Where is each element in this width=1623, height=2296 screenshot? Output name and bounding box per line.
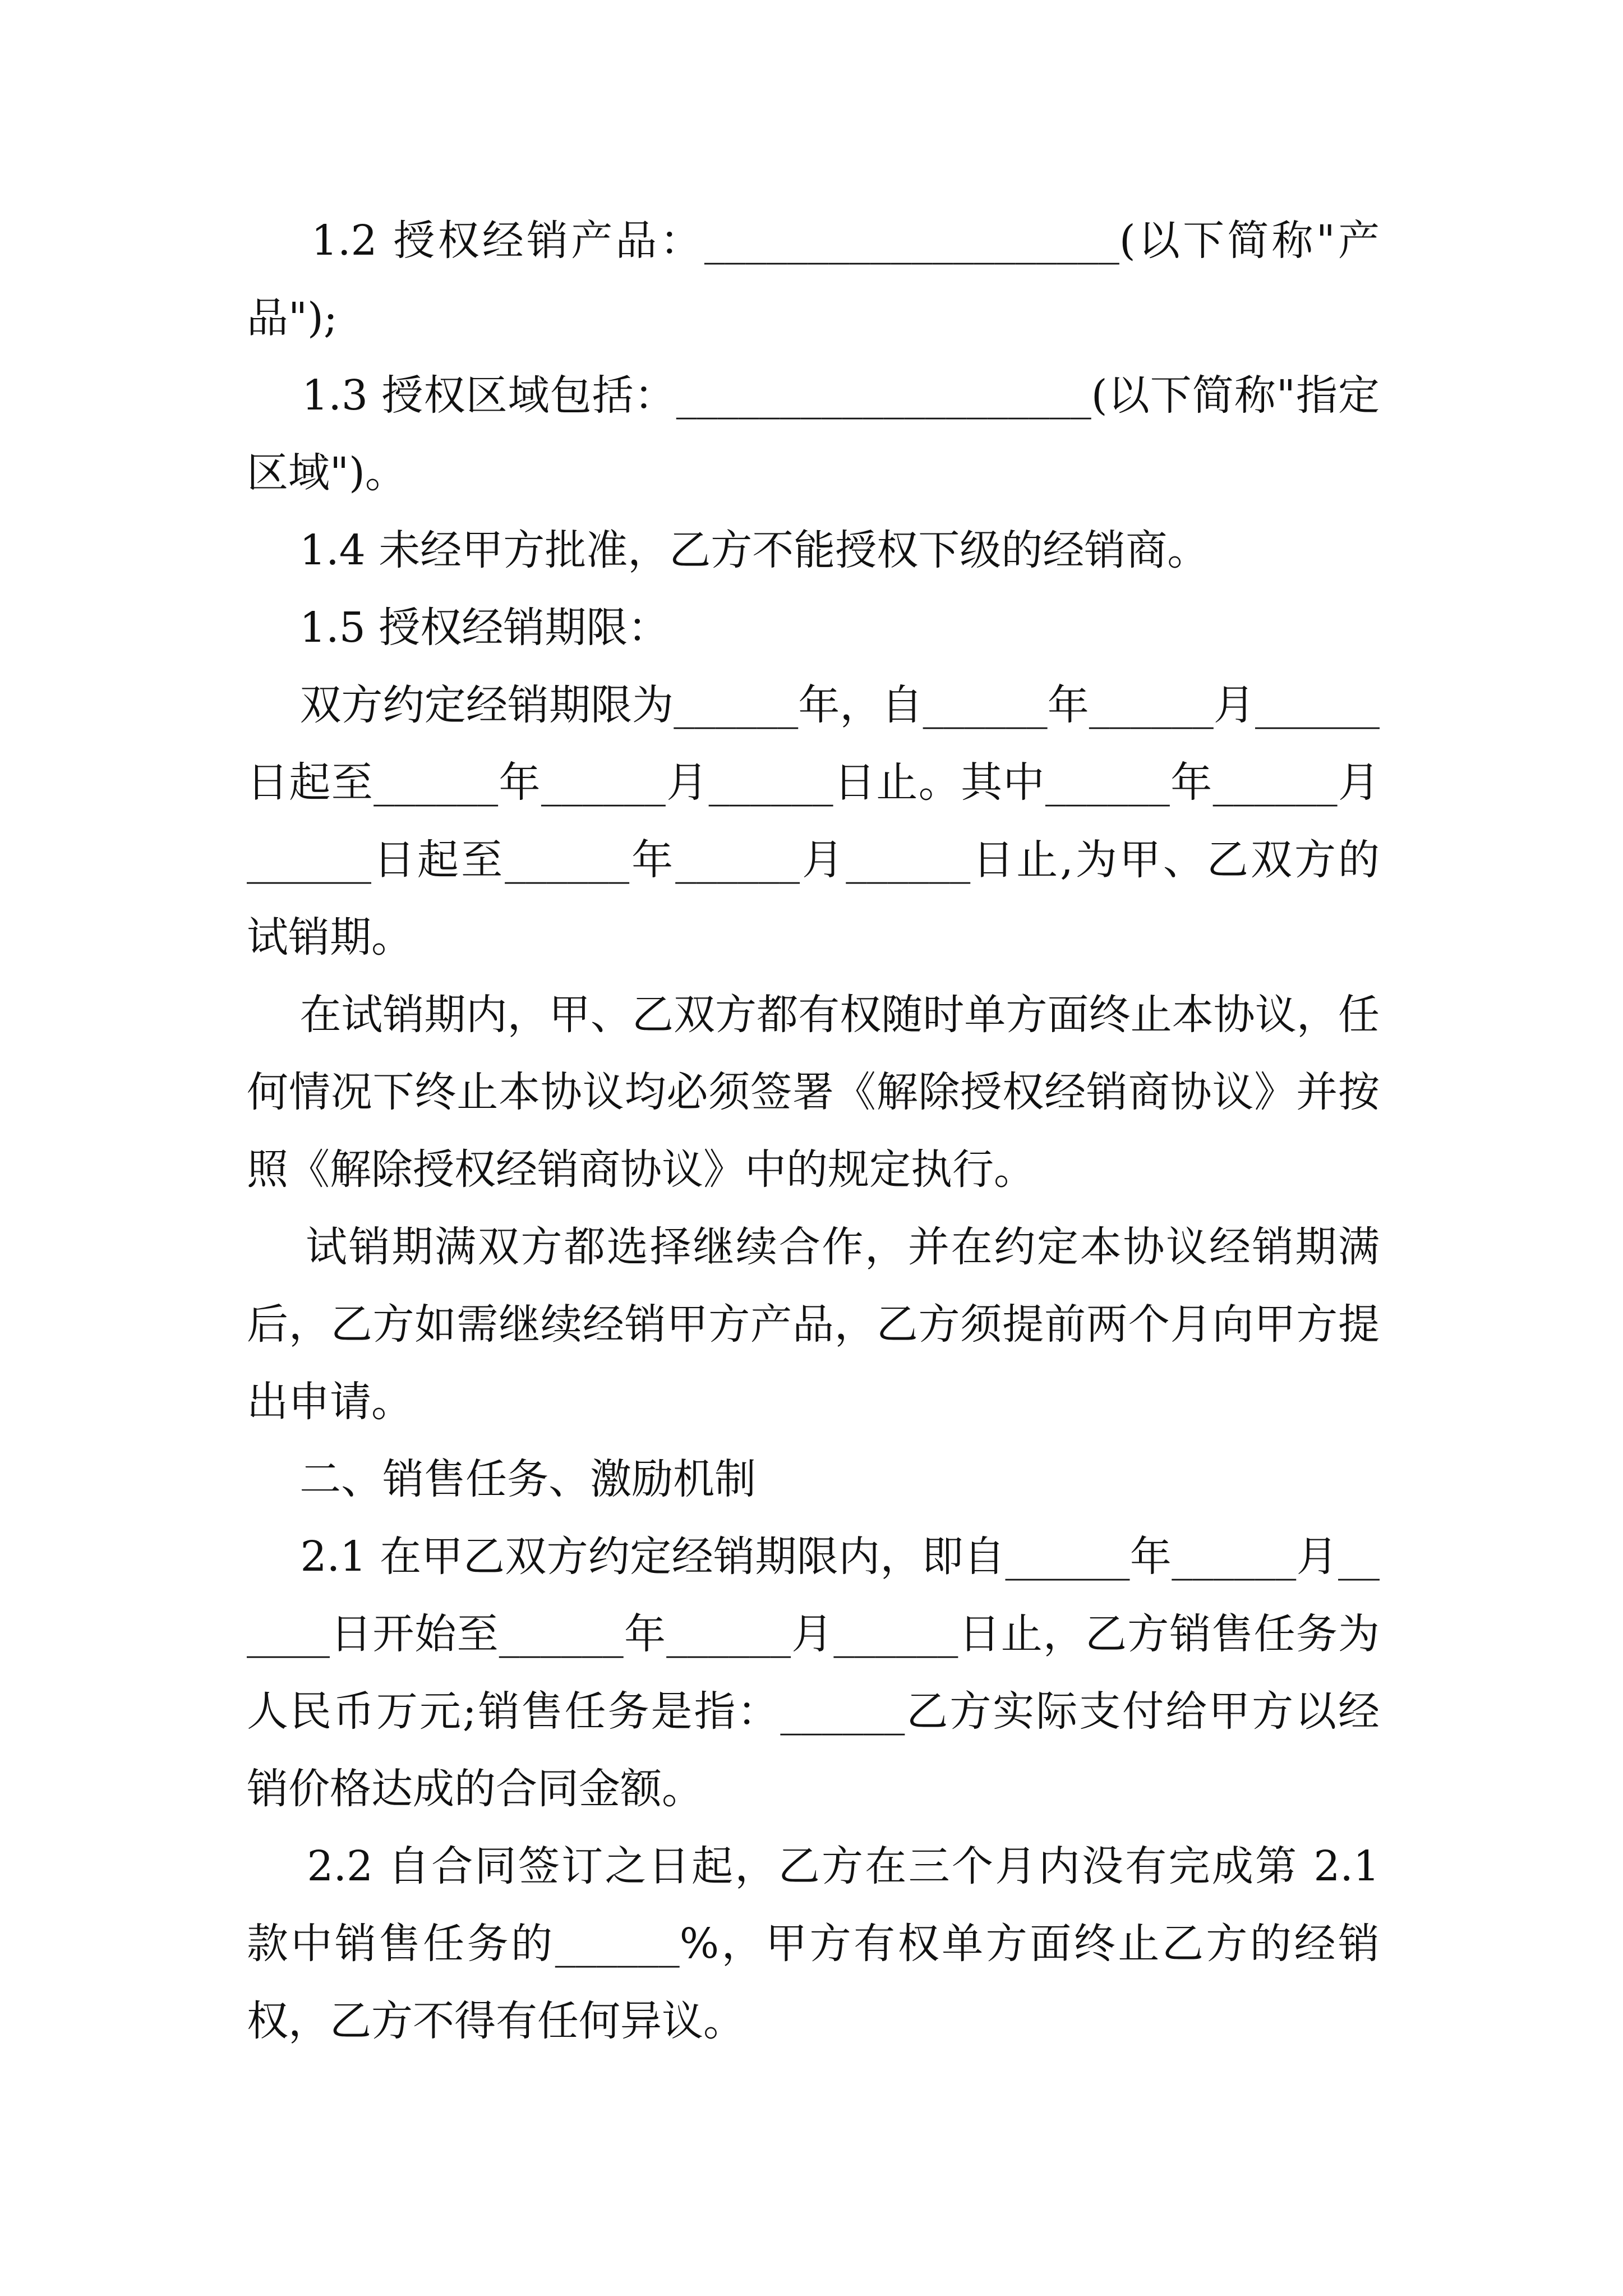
renewal-paragraph: 试销期满双方都选择继续合作，并在约定本协议经销期满后，乙方如需继续经销甲方产品，乙方须提前两个月向甲方提出申请。 bbox=[247, 1223, 1380, 1426]
clause-2-2: 2.2 自合同签订之日起，乙方在三个月内没有完成第 2.1 款中销售任务的______%，甲方有权单方面终止乙方的经销权，乙方不得有任何异议。 bbox=[247, 1842, 1393, 2045]
term-period-paragraph: 双方约定经销期限为______年，自______年______月______日起至______年______月______日止。其中______年______月______日起至______年______月______日止,为甲、乙双方的试销期。 bbox=[247, 681, 1380, 961]
clause-1-3: 1.3 授权区域包括：____________________(以下简称"指定区域")。 bbox=[247, 371, 1380, 497]
clause-1-4: 1.4 未经甲方批准，乙方不能授权下级的经销商。 bbox=[247, 526, 1209, 574]
clause-1-5: 1.5 授权经销期限： bbox=[247, 604, 670, 652]
clause-2-1: 2.1 在甲乙双方约定经销期限内，即自______年______月______日开始至______年______月______日止，乙方销售任务为人民币万元;销售任务是指：______乙方实际支付给甲方以经销价格达成的合同金额。 bbox=[247, 1533, 1380, 1813]
clause-1-2: 1.2 授权经销产品：____________________(以下简称"产品"); bbox=[247, 217, 1380, 342]
trial-period-paragraph: 在试销期内，甲、乙双方都有权随时单方面终止本协议，任何情况下终止本协议均必须签署《解除授权经销商协议》并按照《解除授权经销商协议》中的规定执行。 bbox=[247, 991, 1380, 1194]
section-2-heading: 二、销售任务、激励机制 bbox=[247, 1455, 757, 1503]
document-body bbox=[247, 202, 1393, 2060]
